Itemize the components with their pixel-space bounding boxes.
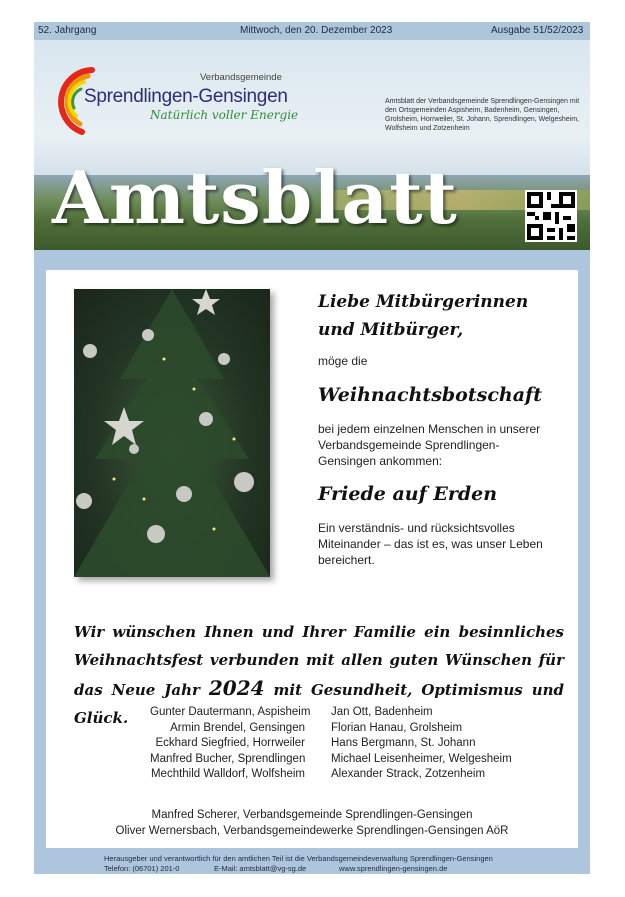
logo-slogan: Natürlich voller Energie bbox=[150, 108, 299, 122]
moege-text: möge die bbox=[318, 354, 368, 368]
friede-heading: Friede auf Erden bbox=[318, 483, 498, 505]
list-item: Alexander Strack, Zotzenheim bbox=[331, 768, 486, 780]
header-description: Amtsblatt der Verbandsgemeinde Sprendlingen-Gensingen mit den Ortsgemeinden Aspisheim, Badenheim, Gensingen, Grolsheim, Horrweiler, St. Johann, Sprendlingen, Welgesheim, Wolfsheim und Zotzenheim bbox=[385, 98, 580, 132]
wish-end: mit Gesundheit, Optimismus und Glück. bbox=[74, 681, 564, 727]
masthead-title: Amtsblatt bbox=[52, 155, 458, 240]
jahrgang-label: 52. Jahrgang bbox=[38, 25, 97, 36]
greeting-line-2: und Mitbürger, bbox=[318, 320, 464, 340]
list-item: Hans Bergmann, St. Johann bbox=[331, 737, 476, 749]
logo-vg-label: Verbandsgemeinde bbox=[200, 72, 282, 83]
wish-year: 2024 bbox=[208, 676, 265, 700]
issue-number: Ausgabe 51/52/2023 bbox=[491, 25, 584, 36]
list-item: Gunter Dautermann, Aspisheim bbox=[150, 706, 311, 718]
message-paragraph-2: Ein verständnis- und rücksichtsvolles Miteinander – das ist es, was unser Leben bereichert. bbox=[318, 521, 543, 567]
list-item: Eckhard Siegfried, Horrweiler bbox=[155, 737, 305, 749]
list-item: Florian Hanau, Grolsheim bbox=[331, 721, 463, 734]
top-info-bar bbox=[34, 22, 590, 40]
footer-bar bbox=[34, 852, 590, 874]
greeting-line-1: Liebe Mitbürgerinnen bbox=[318, 292, 529, 312]
footer-email[interactable]: E-Mail: amtsblatt@vg-sg.de bbox=[214, 864, 307, 873]
list-item: Michael Leisenheimer, Welgesheim bbox=[331, 752, 512, 765]
list-item: Armin Brendel, Gensingen bbox=[170, 721, 305, 734]
footer-website[interactable]: www.sprendlingen-gensingen.de bbox=[339, 864, 448, 873]
list-item: Mechthild Walldorf, Wolfsheim bbox=[150, 768, 305, 780]
logo-name: Sprendlingen-Gensingen bbox=[84, 86, 288, 107]
signature-2: Oliver Wernersbach, Verbandsgemeindewerke Sprendlingen-Gensingen AöR bbox=[115, 825, 509, 837]
signature-1: Manfred Scherer, Verbandsgemeinde Sprendlingen-Gensingen bbox=[151, 809, 473, 821]
message-paragraph-1: bei jedem einzelnen Menschen in unserer Verbandsgemeinde Sprendlingen-Gensingen ankommen: bbox=[318, 422, 541, 468]
publisher-line: Herausgeber und verantwortlich für den amtlichen Teil ist die Verbandsgemeindeverwaltung Sprendlingen-Gensingen bbox=[104, 854, 493, 863]
wish-text: Wir wünschen Ihnen und Ihrer Familie ein besinnliches Weihnachtsfest verbunden mit allen guten Wünschen für das Neue Jahr bbox=[74, 623, 564, 699]
list-item: Manfred Bucher, Sprendlingen bbox=[150, 752, 306, 765]
list-item: Jan Ott, Badenheim bbox=[331, 706, 433, 718]
weihnachtsbotschaft-heading: Weihnachtsbotschaft bbox=[318, 384, 542, 406]
qr-code-icon[interactable] bbox=[525, 190, 577, 242]
mayors-left-column bbox=[150, 705, 311, 783]
footer-phone: Telefon: (06701) 201-0 bbox=[104, 864, 180, 873]
christmas-tree-photo bbox=[74, 289, 270, 577]
issue-date: Mittwoch, den 20. Dezember 2023 bbox=[240, 25, 393, 36]
mayors-right-column bbox=[331, 705, 512, 783]
